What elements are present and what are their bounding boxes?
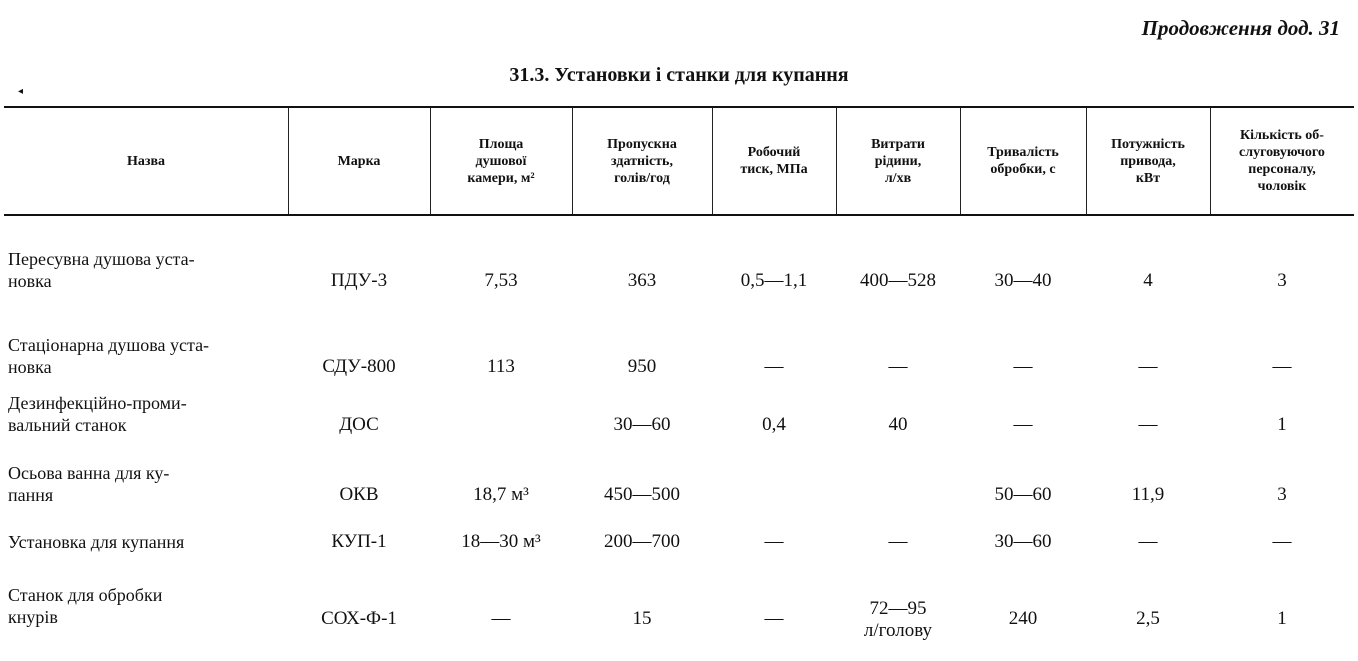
row-name: Осьова ванна для ку- пання bbox=[8, 463, 170, 505]
cell-flow: 72—95 л/голову bbox=[863, 598, 933, 641]
cell-capacity: 950 bbox=[627, 356, 657, 377]
cell-flow: — bbox=[888, 531, 908, 552]
cell-flow bbox=[836, 462, 960, 506]
cell-pressure: 0,5—1,1 bbox=[740, 270, 808, 291]
cell-flow: 400—528 bbox=[860, 270, 936, 291]
cell-pressure: — bbox=[764, 356, 784, 377]
column-header-staff: Кількість об- слуговуючого персоналу, чоловік bbox=[1239, 128, 1325, 194]
scan-mark: ◂ bbox=[18, 86, 24, 97]
cell-flow: — bbox=[888, 356, 908, 377]
cell-capacity: 15 bbox=[632, 608, 652, 629]
cell-area: 7,53 bbox=[484, 270, 518, 291]
cell-duration: 30—40 bbox=[994, 270, 1052, 291]
cell-flow: 40 bbox=[888, 414, 908, 435]
cell-staff: 1 bbox=[1277, 414, 1287, 435]
column-header-pressure: Робочий тиск, МПа bbox=[740, 145, 808, 177]
column-header-capacity: Пропускна здатність, голів/год bbox=[607, 136, 677, 186]
row-name: Пересувна душова уста- новка bbox=[8, 249, 195, 291]
cell-power: — bbox=[1138, 531, 1158, 552]
table-header-rule bbox=[4, 214, 1354, 216]
table-title: 31.3. Установки і станки для купання bbox=[509, 64, 849, 86]
cell-power: 2,5 bbox=[1136, 608, 1160, 629]
header-column-divider bbox=[712, 108, 713, 214]
row-name: Установка для купання bbox=[8, 532, 185, 552]
cell-capacity: 450—500 bbox=[604, 484, 680, 505]
cell-power: — bbox=[1138, 414, 1158, 435]
cell-capacity: 363 bbox=[627, 270, 657, 291]
cell-area: 18—30 м³ bbox=[461, 531, 541, 552]
cell-pressure: 0,4 bbox=[762, 414, 786, 435]
column-header-duration: Тривалість обробки, с bbox=[987, 145, 1059, 177]
header-column-divider bbox=[836, 108, 837, 214]
cell-area: 18,7 м³ bbox=[473, 484, 529, 505]
cell-area: 113 bbox=[487, 356, 515, 377]
cell-staff: 3 bbox=[1277, 270, 1287, 291]
column-header-mark: Марка bbox=[337, 153, 381, 169]
column-header-name: Назва bbox=[126, 153, 166, 169]
cell-duration: 240 bbox=[1008, 608, 1038, 629]
cell-duration: 50—60 bbox=[994, 484, 1052, 505]
row-name: Стаціонарна душова уста- новка bbox=[8, 335, 210, 377]
cell-capacity: 200—700 bbox=[604, 531, 680, 552]
cell-mark: ОКВ bbox=[339, 484, 379, 505]
cell-area: — bbox=[491, 608, 511, 629]
header-column-divider bbox=[960, 108, 961, 214]
header-column-divider bbox=[1210, 108, 1211, 214]
column-header-flow: Витрати рідини, л/хв bbox=[871, 136, 925, 186]
cell-staff: 3 bbox=[1277, 484, 1287, 505]
cell-pressure bbox=[712, 462, 836, 506]
cell-mark: ПДУ-3 bbox=[330, 270, 388, 291]
cell-power: 4 bbox=[1143, 270, 1153, 291]
header-column-divider bbox=[430, 108, 431, 214]
cell-staff: — bbox=[1272, 356, 1292, 377]
cell-duration: — bbox=[1013, 356, 1033, 377]
cell-pressure: — bbox=[764, 531, 784, 552]
header-column-divider bbox=[1086, 108, 1087, 214]
cell-mark: ДОС bbox=[339, 414, 379, 435]
cell-mark: СОХ-Ф-1 bbox=[321, 608, 397, 629]
cell-capacity: 30—60 bbox=[613, 414, 671, 435]
cell-mark: КУП-1 bbox=[331, 531, 387, 552]
cell-pressure: — bbox=[764, 608, 784, 629]
header-column-divider bbox=[288, 108, 289, 214]
cell-mark: СДУ-800 bbox=[322, 356, 396, 377]
cell-duration: 30—60 bbox=[994, 531, 1052, 552]
continuation-note: Продовження дод. 31 bbox=[1141, 16, 1340, 40]
column-header-power: Потужність привода, кВт bbox=[1111, 136, 1185, 186]
cell-duration: — bbox=[1013, 414, 1033, 435]
cell-power: 11,9 bbox=[1131, 484, 1165, 505]
row-name: Дезинфекційно-проми- вальний станок bbox=[8, 393, 187, 435]
row-name: Станок для обробки кнурів bbox=[8, 585, 163, 627]
cell-power: — bbox=[1138, 356, 1158, 377]
cell-area bbox=[430, 392, 572, 436]
cell-staff: — bbox=[1272, 531, 1292, 552]
cell-staff: 1 bbox=[1277, 608, 1287, 629]
column-header-area: Площа душової камери, м² bbox=[467, 136, 535, 186]
header-column-divider bbox=[572, 108, 573, 214]
